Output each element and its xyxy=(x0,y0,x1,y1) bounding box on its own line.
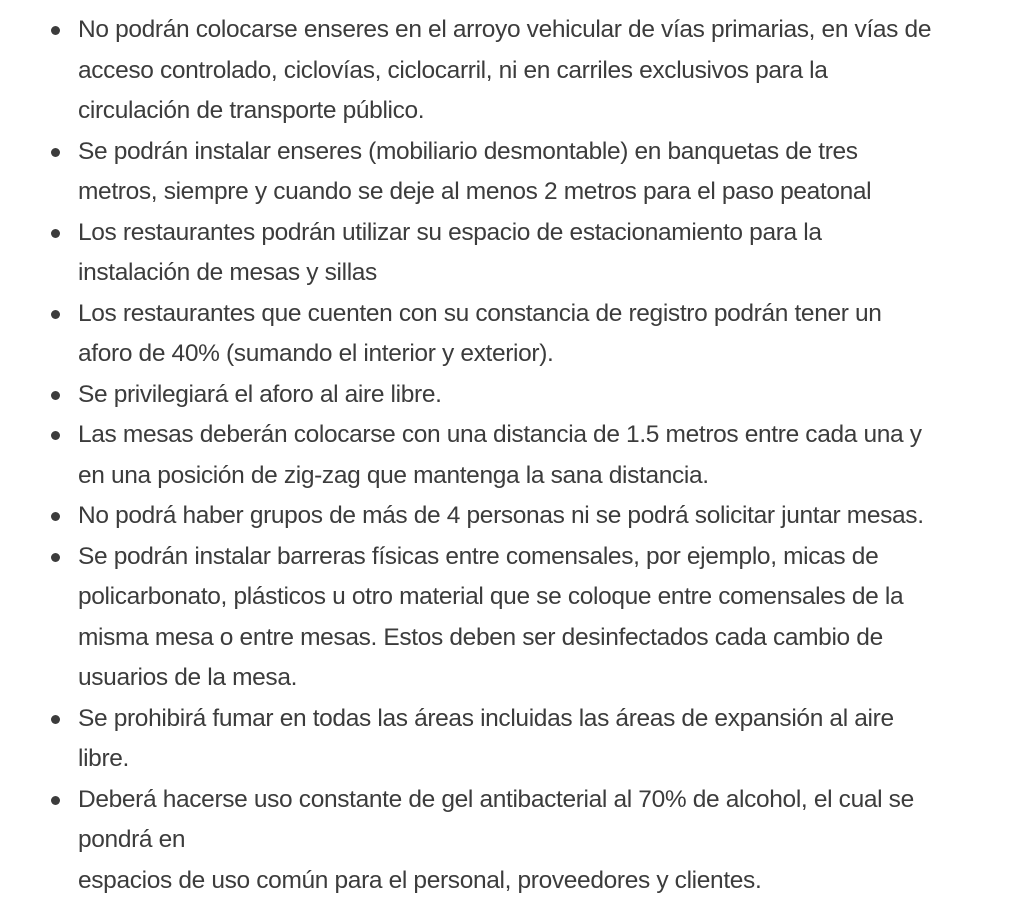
item-text-line: aforo de 40% (sumando el interior y exterior). xyxy=(78,340,554,367)
bullet-dot xyxy=(51,431,60,440)
item-text-line: Deberá hacerse uso constante de gel antibacterial al 70% de alcohol, el cual se xyxy=(78,785,914,813)
list-item xyxy=(0,10,1024,132)
item-text-line: instalación de mesas y sillas xyxy=(78,259,377,286)
item-text-line: metros, siempre y cuando se deje al menos 2 metros para el paso peatonal xyxy=(78,178,872,205)
item-text-line: Se podrán instalar barreras físicas entre comensales, por ejemplo, micas de xyxy=(78,542,879,570)
list-item xyxy=(0,415,1024,496)
bullet-dot xyxy=(51,512,60,521)
list-item xyxy=(0,537,1024,699)
item-text-line: en una posición de zig-zag que mantenga la sana distancia. xyxy=(78,461,709,489)
list-item xyxy=(0,294,1024,375)
item-text-line: acceso controlado, ciclovías, ciclocarril, ni en carriles exclusivos para la xyxy=(78,56,828,84)
bullet-dot xyxy=(51,310,60,319)
item-text-line: Los restaurantes que cuenten con su constancia de registro podrán tener un xyxy=(78,299,882,327)
bullet-dot xyxy=(51,229,60,238)
item-text-line: Se privilegiará el aforo al aire libre. xyxy=(78,380,442,408)
bullet-dot xyxy=(51,715,60,724)
list-item xyxy=(0,699,1024,780)
item-text-line: pondrá en xyxy=(78,826,186,853)
list-item xyxy=(0,213,1024,294)
item-text-line: circulación de transporte público. xyxy=(78,97,425,124)
item-text-line: espacios de uso común para el personal, proveedores y clientes. xyxy=(78,866,762,894)
item-text-line: policarbonato, plásticos u otro material que se coloque entre comensales de la xyxy=(78,583,904,610)
bullet-dot xyxy=(51,26,60,35)
item-text-line: libre. xyxy=(78,745,130,772)
guidelines-list xyxy=(0,10,1024,901)
item-text-line: usuarios de la mesa. xyxy=(78,664,298,691)
list-item xyxy=(0,496,1024,537)
bullet-dot xyxy=(51,391,60,400)
bullet-dot xyxy=(51,796,60,805)
list-item xyxy=(0,132,1024,213)
item-text-line: misma mesa o entre mesas. Estos deben ser desinfectados cada cambio de xyxy=(78,623,883,651)
item-text-line: No podrá haber grupos de más de 4 personas ni se podrá solicitar juntar mesas. xyxy=(78,502,924,529)
list-item xyxy=(0,375,1024,416)
item-text-line: Se podrán instalar enseres (mobiliario desmontable) en banquetas de tres xyxy=(78,137,858,165)
item-text-line: No podrán colocarse enseres en el arroyo vehicular de vías primarias, en vías de xyxy=(78,16,932,43)
list-item xyxy=(0,780,1024,902)
bullet-dot xyxy=(51,553,60,562)
bullet-dot xyxy=(51,148,60,157)
item-text-line: Se prohibirá fumar en todas las áreas incluidas las áreas de expansión al aire xyxy=(78,704,894,732)
item-text-line: Las mesas deberán colocarse con una distancia de 1.5 metros entre cada una y xyxy=(78,421,922,448)
item-text-line: Los restaurantes podrán utilizar su espacio de estacionamiento para la xyxy=(78,218,822,246)
